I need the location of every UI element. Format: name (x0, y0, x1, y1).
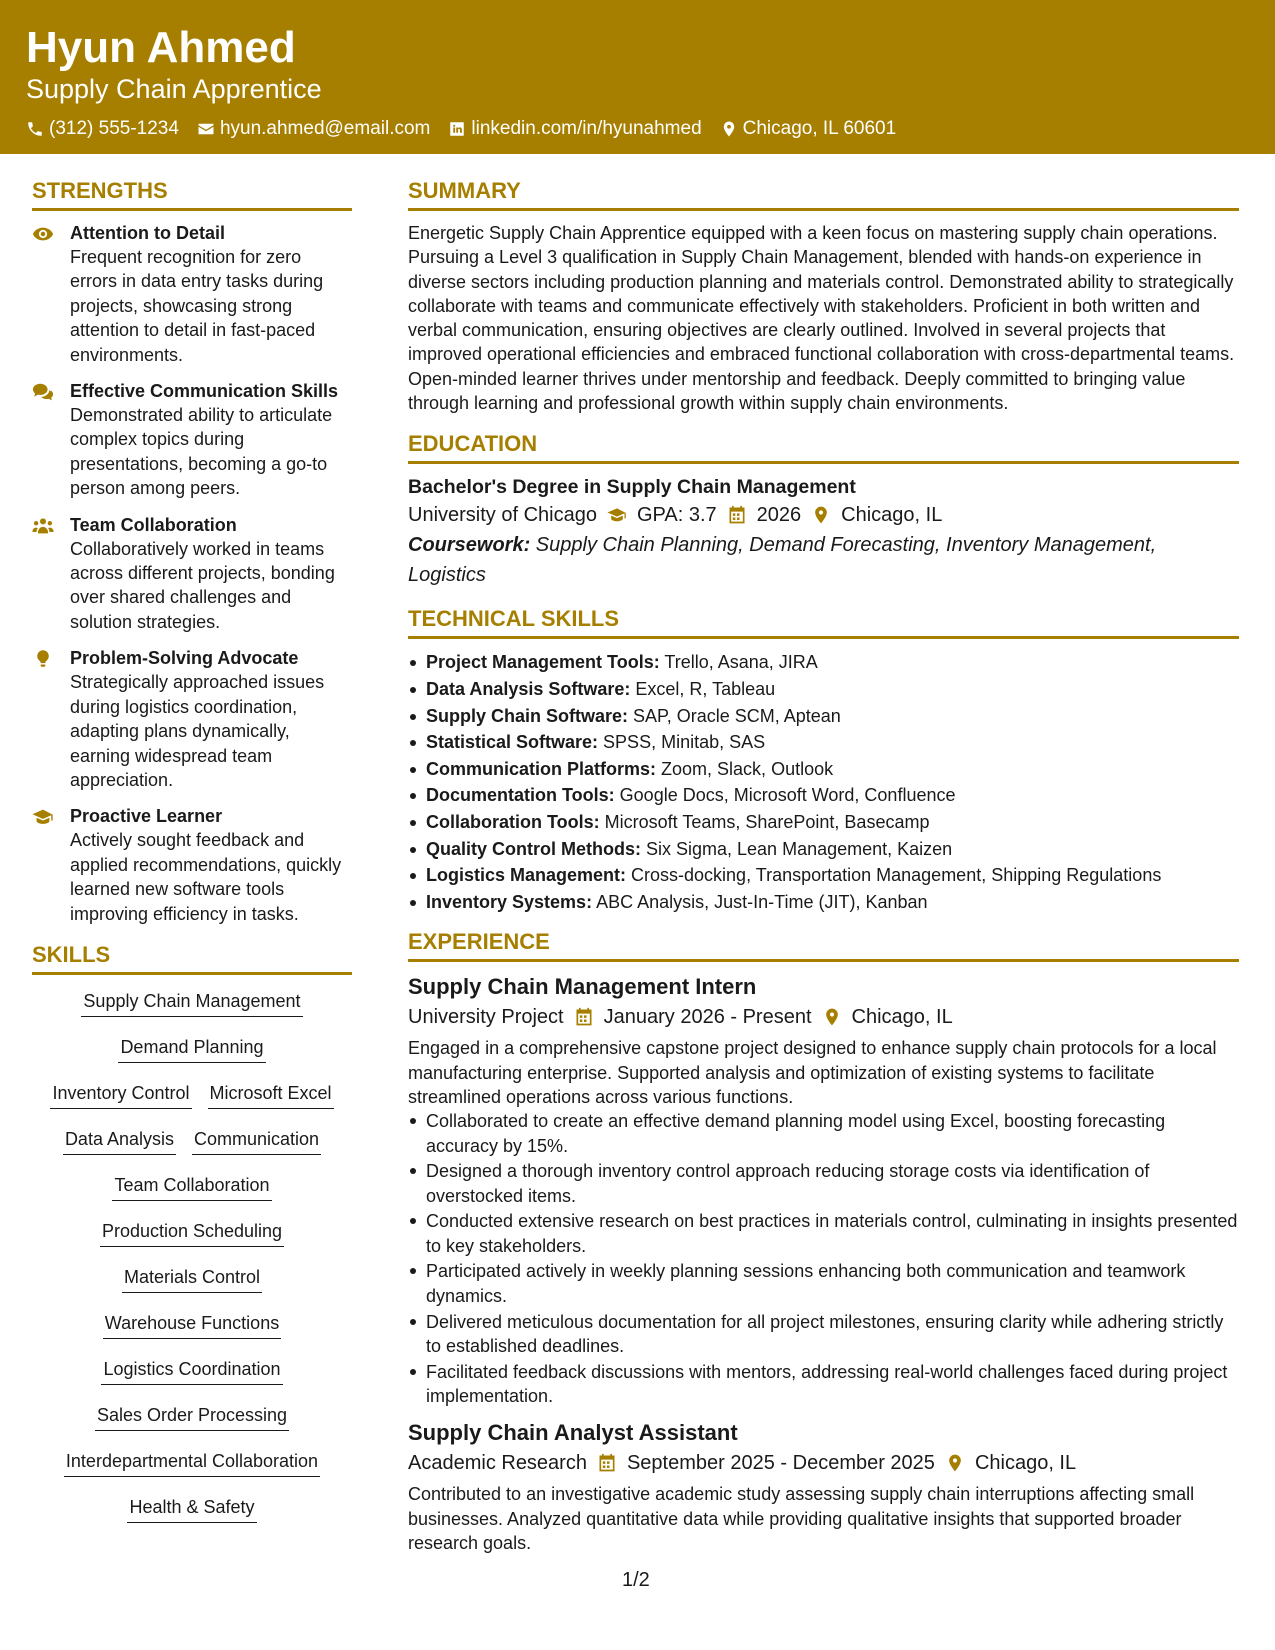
education-heading: EDUCATION (408, 429, 1239, 464)
job-bullets (408, 1109, 1239, 1408)
job-title: Supply Chain Management Intern (408, 974, 757, 1000)
strength-item (32, 646, 352, 792)
lightbulb-icon (32, 649, 54, 669)
list-item (408, 782, 1239, 809)
list-item (408, 703, 1239, 730)
phone-icon (26, 120, 44, 138)
skill-tag: Microsoft Excel (208, 1081, 334, 1109)
job-location: Chicago, IL (974, 1452, 1077, 1475)
skill-category: Documentation Tools: (426, 785, 615, 806)
skill-values: Microsoft Teams, SharePoint, Basecamp (599, 811, 930, 832)
skill-category: Communication Platforms: (426, 758, 657, 779)
skill-tag: Warehouse Functions (103, 1311, 281, 1339)
education-location: Chicago, IL (841, 504, 943, 527)
contact-linkedin[interactable] (448, 117, 701, 141)
skill-tag: Interdepartmental Collaboration (64, 1449, 320, 1477)
skill-category: Collaboration Tools: (426, 811, 600, 832)
job-org: University Project (408, 1006, 564, 1029)
skills-list (32, 989, 352, 1541)
list-item (408, 729, 1239, 756)
strength-title: Attention to Detail (70, 223, 225, 243)
list-item: Participated actively in weekly planning sessions enhancing both communication and teamwork dynamics. (408, 1259, 1239, 1308)
contact-location (720, 117, 897, 141)
education-meta (408, 500, 1239, 530)
list-item (408, 809, 1239, 836)
skill-values: Excel, R, Tableau (630, 678, 776, 699)
comments-icon (32, 382, 54, 402)
strength-desc: Actively sought feedback and applied recommendations, quickly learned new software tools improving efficiency in tasks. (70, 830, 342, 924)
location-pin-icon (822, 1007, 842, 1027)
calendar-icon (574, 1007, 594, 1027)
technical-skills-heading: TECHNICAL SKILLS (408, 604, 1239, 639)
location-pin-icon (811, 505, 831, 525)
skill-values: SPSS, Minitab, SAS (598, 732, 766, 753)
technical-skills-list (408, 649, 1239, 915)
job-meta (408, 1448, 1239, 1478)
skill-values: ABC Analysis, Just-In-Time (JIT), Kanban (592, 891, 928, 912)
job-description: Engaged in a comprehensive capstone project designed to enhance supply chain protocols for a local manufacturing enterprise. Supported analysis and optimization of existing systems to facilitate streamlined operations across various functions. (408, 1038, 1217, 1107)
job-dates: January 2026 - Present (603, 1006, 812, 1029)
strength-item (32, 804, 352, 926)
strength-desc: Collaboratively worked in teams across different projects, bonding over shared challenges and solution strategies. (70, 538, 335, 632)
graduation-cap-icon (32, 807, 54, 827)
skill-tag: Logistics Coordination (101, 1357, 282, 1385)
skill-category: Data Analysis Software: (426, 678, 631, 699)
experience-entry (408, 1418, 1239, 1555)
strength-item (32, 379, 352, 501)
skill-category: Inventory Systems: (426, 891, 593, 912)
contact-location-text: Chicago, IL 60601 (742, 118, 897, 139)
strength-desc: Demonstrated ability to articulate complex topics during presentations, becoming a go-to person among peers. (70, 405, 333, 499)
skill-values: SAP, Oracle SCM, Aptean (628, 705, 841, 726)
graduation-cap-icon (607, 505, 627, 525)
strength-item (32, 513, 352, 635)
list-item: Collaborated to create an effective demand planning model using Excel, boosting forecasting accuracy by 15%. (408, 1109, 1239, 1158)
experience-entry (408, 972, 1239, 1408)
job-description: Contributed to an investigative academic study assessing supply chain interruptions affecting small businesses. Analyzed quantitative data while providing qualitative insights that supported broader research goals. (408, 1484, 1195, 1553)
skill-values: Zoom, Slack, Outlook (656, 758, 834, 779)
strength-title: Effective Communication Skills (70, 381, 339, 402)
skill-tag: Data Analysis (63, 1127, 176, 1155)
list-item (408, 862, 1239, 889)
page-number: 1/2 (622, 1569, 650, 1591)
list-item (408, 756, 1239, 783)
skill-values: Six Sigma, Lean Management, Kaizen (641, 838, 953, 859)
skill-values: Cross-docking, Transportation Management, Shipping Regulations (626, 865, 1162, 886)
skill-category: Project Management Tools: (426, 652, 660, 673)
experience-heading: EXPERIENCE (408, 927, 1239, 962)
candidate-role: Supply Chain Apprentice (26, 74, 322, 104)
skill-tag: Team Collaboration (112, 1173, 271, 1201)
strengths-heading: STRENGTHS (32, 176, 352, 211)
skill-tag: Supply Chain Management (81, 989, 302, 1017)
contact-email[interactable] (197, 117, 430, 141)
job-meta (408, 1002, 1239, 1032)
strength-title: Team Collaboration (70, 514, 237, 535)
left-column (32, 176, 352, 1541)
location-pin-icon (945, 1453, 965, 1473)
coursework-label: Coursework: (408, 534, 531, 557)
resume-header (0, 0, 1275, 154)
skill-tag: Sales Order Processing (95, 1403, 289, 1431)
eye-icon (32, 224, 54, 244)
education-school: University of Chicago (408, 504, 597, 527)
coursework-list: Supply Chain Planning, Demand Forecasting, Inventory Management, Logistics (408, 534, 1157, 587)
calendar-icon (597, 1453, 617, 1473)
skill-category: Supply Chain Software: (426, 705, 629, 726)
education-gpa: GPA: 3.7 (636, 504, 717, 527)
calendar-icon (727, 505, 747, 525)
skill-category: Statistical Software: (426, 732, 599, 753)
job-dates: September 2025 - December 2025 (626, 1452, 935, 1475)
list-item (408, 676, 1239, 703)
skill-values: Trello, Asana, JIRA (659, 652, 818, 673)
contact-email-text[interactable]: hyun.ahmed@email.com (219, 118, 431, 139)
contact-linkedin-text[interactable]: linkedin.com/in/hyunahmed (471, 118, 702, 139)
skill-tag: Health & Safety (127, 1495, 256, 1523)
candidate-name: Hyun Ahmed (26, 23, 296, 72)
right-column (408, 176, 1239, 1555)
strength-item (32, 221, 352, 367)
skill-values: Google Docs, Microsoft Word, Confluence (614, 785, 956, 806)
strength-desc: Frequent recognition for zero errors in data entry tasks during projects, showcasing strong attention to detail in fast-paced environments. (70, 247, 324, 365)
job-location: Chicago, IL (851, 1006, 953, 1029)
list-item (408, 649, 1239, 676)
job-title: Supply Chain Analyst Assistant (408, 1420, 738, 1446)
envelope-icon (197, 120, 215, 138)
skill-tag: Demand Planning (118, 1035, 265, 1063)
skills-heading: SKILLS (32, 940, 352, 975)
skill-tag: Production Scheduling (100, 1219, 284, 1247)
linkedin-icon (448, 120, 466, 138)
location-pin-icon (720, 120, 738, 138)
contact-phone (26, 117, 179, 141)
job-org: Academic Research (408, 1452, 587, 1475)
skill-tag: Communication (192, 1127, 321, 1155)
strength-title: Problem-Solving Advocate (70, 648, 299, 669)
contact-phone-text: (312) 555-1234 (49, 118, 179, 139)
summary-text: Energetic Supply Chain Apprentice equipped with a keen focus on mastering supply chain operations. Pursuing a Level 3 qualification in Supply Chain Management, blended with hands-on experience in diverse sectors including production planning and materials control. Demonstrated ability to strategically collaborate with teams and communicate effectively with stakeholders. Proficient in both written and verbal communication, ensuring objectives are clearly outlined. Involved in several projects that improved operational efficiencies and embraced functional collaboration with cross-departmental teams. Open-minded learner thrives under mentorship and feedback. Deeply committed to bringing value through learning and professional growth within supply chain environments. (408, 223, 1235, 414)
summary-heading: SUMMARY (408, 176, 1239, 211)
skill-category: Quality Control Methods: (426, 838, 641, 859)
education-degree: Bachelor's Degree in Supply Chain Management (408, 476, 856, 499)
contact-bar (26, 117, 1249, 141)
education-year: 2026 (756, 504, 802, 527)
list-item: Facilitated feedback discussions with mentors, addressing real-world challenges faced during project implementation. (408, 1360, 1239, 1409)
list-item: Designed a thorough inventory control approach reducing storage costs via identification of overstocked items. (408, 1159, 1239, 1208)
list-item: Conducted extensive research on best practices in materials control, culminating in insights presented to key stakeholders. (408, 1209, 1239, 1258)
skill-tag: Inventory Control (50, 1081, 191, 1109)
skill-tag: Materials Control (122, 1265, 262, 1293)
list-item: Delivered meticulous documentation for all project milestones, ensuring clarity while adhering strictly to established deadlines. (408, 1310, 1239, 1359)
skill-category: Logistics Management: (426, 865, 627, 886)
strength-title: Proactive Learner (70, 806, 223, 827)
list-item (408, 889, 1239, 916)
strength-desc: Strategically approached issues during logistics coordination, adapting plans dynamically, earning widespread team appreciation. (70, 672, 325, 790)
education-coursework (408, 530, 1239, 590)
users-icon (32, 516, 54, 536)
list-item (408, 836, 1239, 863)
